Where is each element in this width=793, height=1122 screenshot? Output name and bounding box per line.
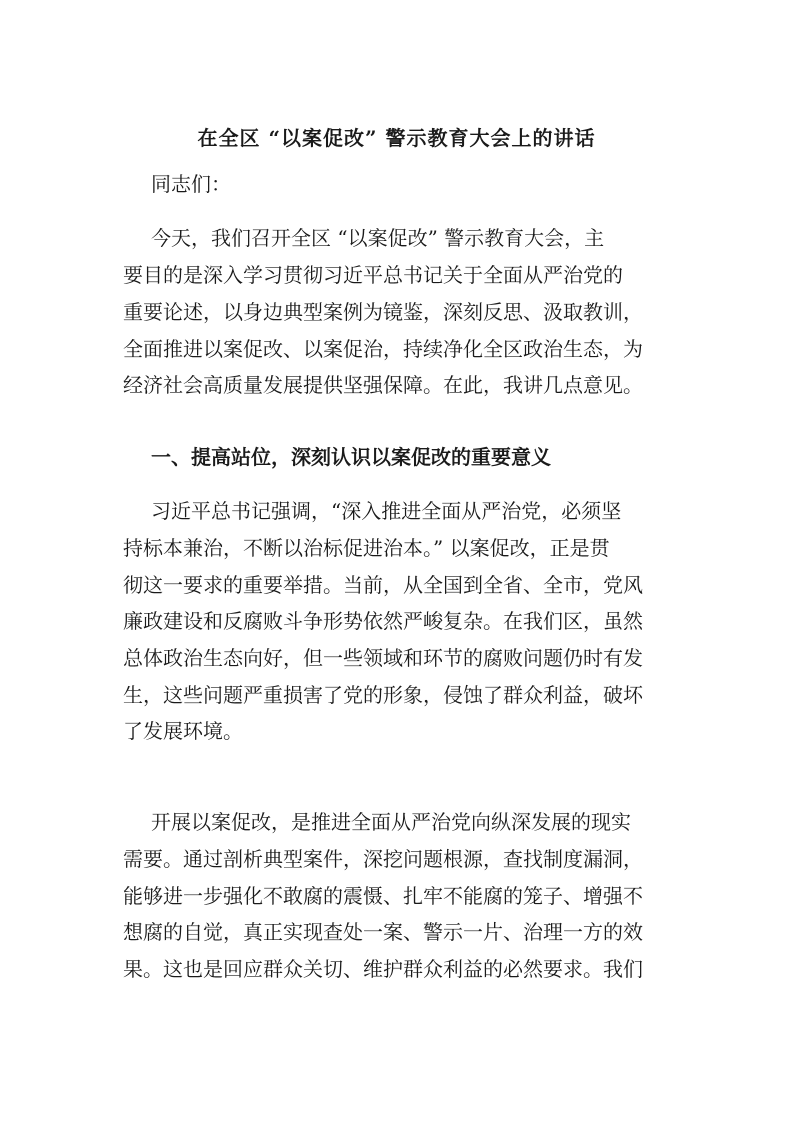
document-title: 在全区 “以案促改” 警示教育大会上的讲话 xyxy=(197,126,596,150)
paragraph-3-line-3: 能够进一步强化不敢腐的震慑、扎牢不能腐的笼子、增强不 xyxy=(123,884,643,908)
paragraph-1-line-3: 重要论述，以身边典型案例为镜鉴，深刻反思、汲取教训， xyxy=(123,300,643,324)
section-1-heading: 一、提高站位，深刻认识以案促改的重要意义 xyxy=(151,445,551,469)
paragraph-2-line-3: 彻这一要求的重要举措。当前，从全国到全省、全市，党风 xyxy=(123,573,643,597)
paragraph-2-line-5: 总体政治生态向好，但一些领域和环节的腐败问题仍时有发 xyxy=(123,646,643,670)
paragraph-3-line-5: 果。这也是回应群众关切、维护群众利益的必然要求。我们 xyxy=(123,957,643,981)
paragraph-3-line-2: 需要。通过剖析典型案件，深挖问题根源，查找制度漏洞， xyxy=(123,847,643,871)
paragraph-1-line-2: 要目的是深入学习贯彻习近平总书记关于全面从严治党的 xyxy=(123,263,623,287)
paragraph-2-line-6: 生，这些问题严重损害了党的形象，侵蚀了群众利益，破坏 xyxy=(123,683,643,707)
paragraph-2-line-1: 习近平总书记强调，“深入推进全面从严治党，必须坚 xyxy=(151,499,622,523)
paragraph-2-line-4: 廉政建设和反腐败斗争形势依然严峻复杂。在我们区，虽然 xyxy=(123,609,643,633)
paragraph-1-line-4: 全面推进以案促改、以案促治，持续净化全区政治生态，为 xyxy=(123,337,643,361)
greeting: 同志们： xyxy=(151,172,231,196)
paragraph-2-line-2: 持标本兼治，不断以治标促进治本。” 以案促改，正是贯 xyxy=(123,536,610,560)
paragraph-2-line-7: 了发展环境。 xyxy=(123,719,243,743)
paragraph-3-line-1: 开展以案促改，是推进全面从严治党向纵深发展的现实 xyxy=(151,810,631,834)
paragraph-3-line-4: 想腐的自觉，真正实现查处一案、警示一片、治理一方的效 xyxy=(123,920,643,944)
paragraph-1-line-5: 经济社会高质量发展提供坚强保障。在此，我讲几点意见。 xyxy=(123,373,643,397)
paragraph-1-line-1: 今天，我们召开全区 “以案促改” 警示教育大会，主 xyxy=(151,226,605,250)
